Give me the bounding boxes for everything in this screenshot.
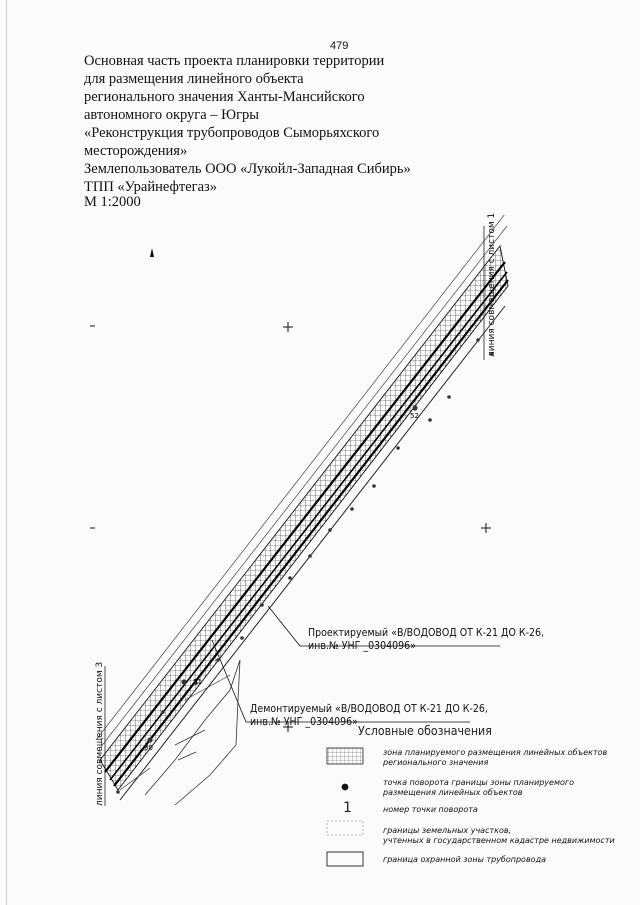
label-line: Проектируемый «В/ВОДОВОД ОТ К-21 ДО К-26, bbox=[308, 627, 545, 639]
legend-number-symbol: 1 bbox=[343, 800, 352, 816]
pipeline-line bbox=[105, 262, 505, 772]
title-line: для размещения линейного объекта bbox=[84, 71, 304, 87]
title-line: регионального значения Ханты-Мансийского bbox=[84, 89, 365, 105]
legend-text: учтенных в государственном кадастре недвижимости bbox=[383, 836, 615, 845]
legend-text: граница охранной зоны трубопровода bbox=[383, 855, 546, 864]
legend-text: номер точки поворота bbox=[383, 805, 478, 814]
legend-item-zone bbox=[383, 748, 607, 768]
legend-parcel-symbol bbox=[327, 821, 363, 835]
parcel-boundary-line bbox=[178, 752, 196, 760]
label-line: инв.№ УНГ _0304096» bbox=[308, 640, 416, 652]
legend-protection-symbol bbox=[327, 852, 363, 866]
legend-point-symbol bbox=[342, 784, 349, 791]
north-arrow-icon bbox=[150, 248, 154, 257]
legend-item-protection bbox=[383, 855, 546, 865]
parcel-boundary-line bbox=[175, 730, 205, 745]
point-label: 51 bbox=[193, 678, 202, 686]
legend-text: границы земельных участков, bbox=[383, 826, 512, 835]
legend-text: размещения линейных объектов bbox=[383, 788, 523, 797]
label-line: инв.№ УНГ _0304096» bbox=[250, 716, 358, 728]
projected-pipeline-label bbox=[308, 627, 544, 653]
legend-item-point bbox=[383, 778, 574, 798]
title-line: автономного округа – Югры bbox=[84, 107, 260, 123]
legend-text: точка поворота границы зоны планируемого bbox=[383, 778, 574, 787]
label-line: Демонтируемый «В/ВОДОВОД ОТ К-21 ДО К-26, bbox=[250, 703, 488, 715]
page-number: 479 bbox=[330, 40, 349, 52]
legend-text: зона планируемого размещения линейных объектов bbox=[383, 748, 608, 757]
title-line: месторождения» bbox=[84, 143, 188, 159]
title-line: Землепользователь ООО «Лукойл-Западная Сибирь» bbox=[84, 161, 411, 177]
legend-title: Условные обозначения bbox=[358, 724, 492, 738]
legend-item-parcel bbox=[383, 826, 615, 846]
parcel-boundary-line bbox=[100, 226, 507, 748]
legend-zone-symbol bbox=[327, 748, 363, 764]
map-scale: М 1:2000 bbox=[84, 194, 141, 210]
point-label: 52 bbox=[410, 412, 419, 420]
legend-item-number bbox=[383, 805, 478, 815]
match-line-right-label: линия совмещения с листом 1 bbox=[487, 212, 497, 357]
title-line: Основная часть проекта планировки территории bbox=[84, 53, 385, 69]
match-line-left-label: линия совмещения с листом 3 bbox=[95, 661, 105, 806]
title-line: ТПП «Урайнефтегаз» bbox=[84, 179, 218, 195]
title-line: «Реконструкция трубопроводов Сыморьяхского bbox=[84, 125, 380, 141]
legend-text: регионального значения bbox=[383, 758, 489, 767]
parcel-boundary-line bbox=[96, 214, 505, 740]
point-label: 50 bbox=[144, 744, 153, 752]
